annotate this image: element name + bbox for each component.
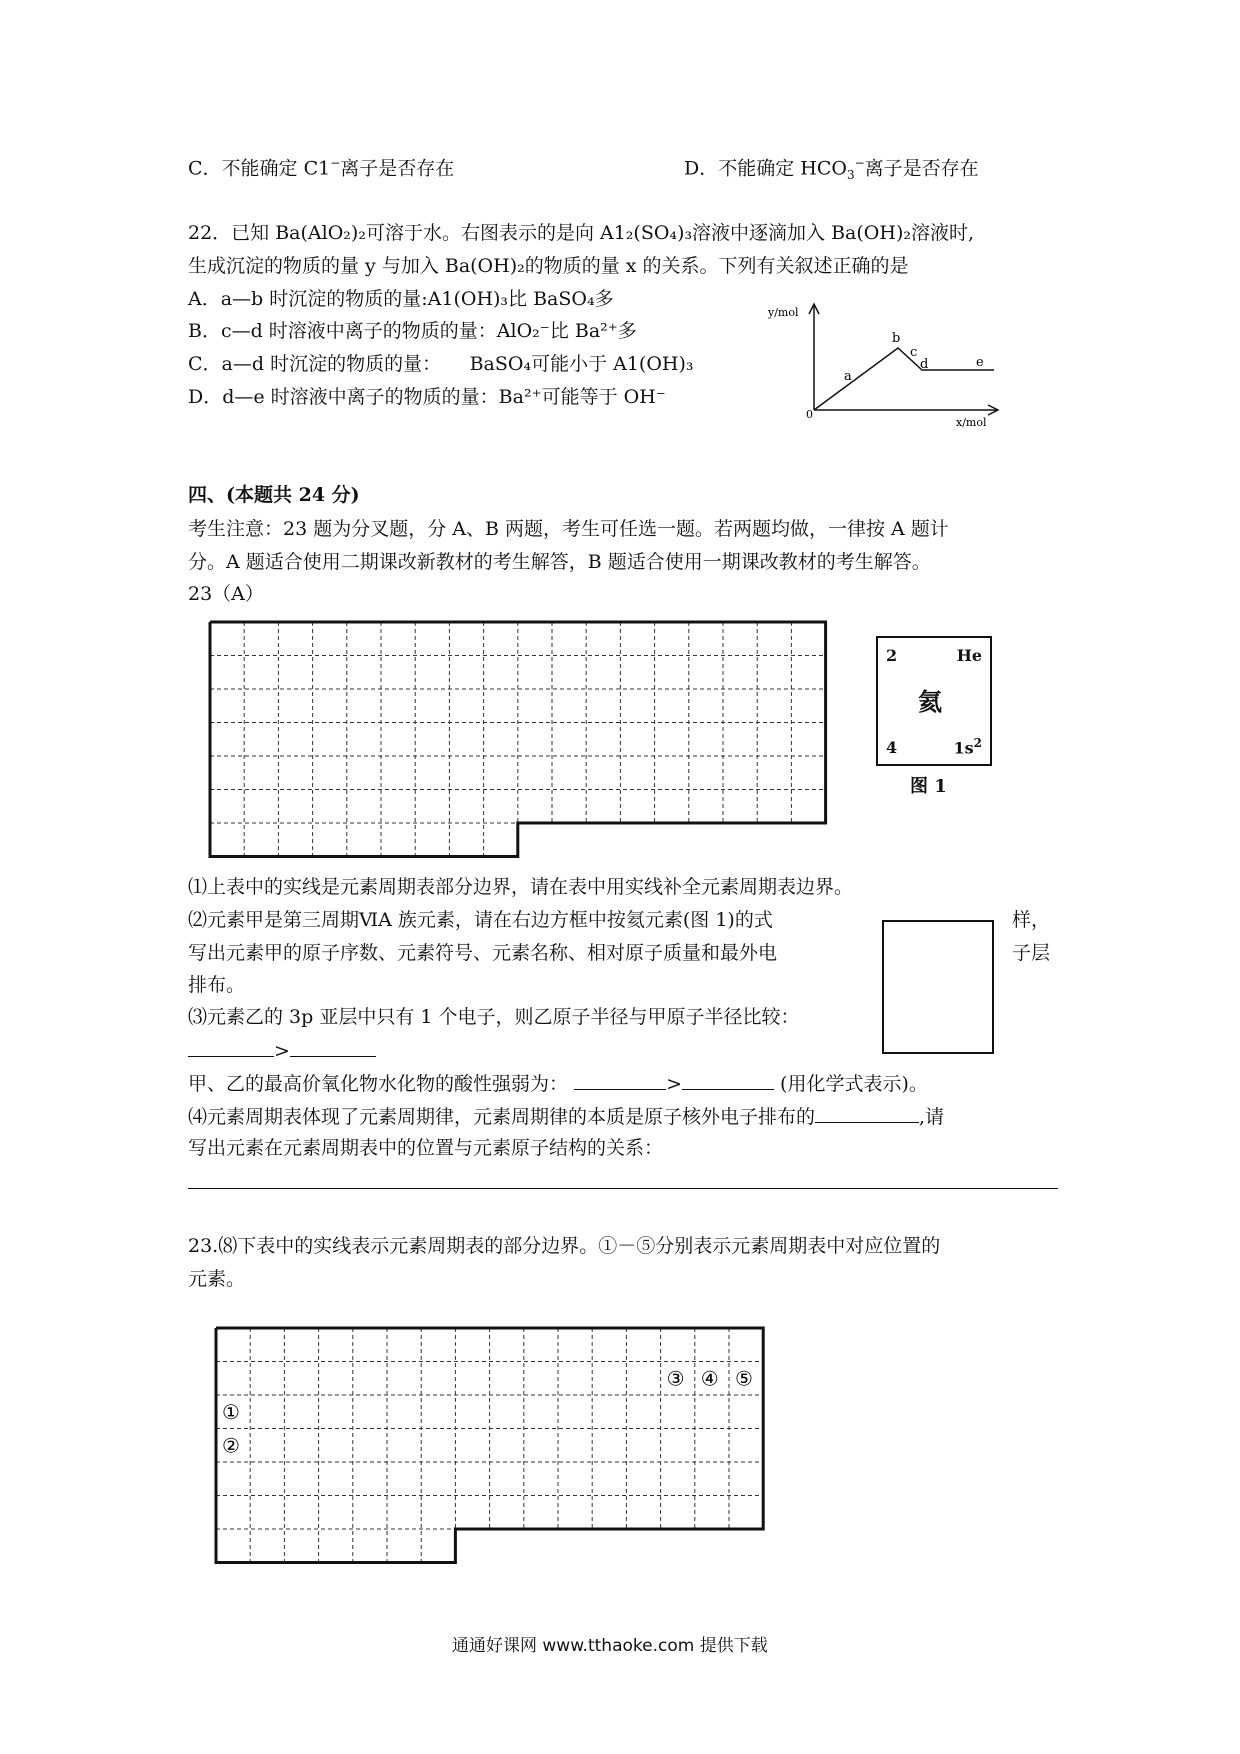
section4-title: 四、(本题共 24 分) (188, 484, 360, 506)
answer-blank[interactable] (290, 1038, 376, 1057)
q22-option-b: B．c—d 时溶液中离子的物质的量：AlO₂⁻比 Ba²⁺多 (188, 320, 637, 342)
element-answer-box[interactable] (882, 920, 994, 1054)
graph-point-c: c (910, 345, 918, 360)
q23a-part2-line1: ⑵元素甲是第三周期ⅥA 族元素，请在右边方框中按氦元素(图 1)的式 (188, 909, 773, 931)
q23a-label: 23（A） (188, 583, 264, 605)
marker-2: ② (222, 1433, 240, 1458)
q23a-part3-blanks: > (188, 1038, 376, 1063)
helium-symbol: He (956, 646, 982, 665)
helium-name: 氦 (918, 687, 942, 716)
figure1-caption: 图 1 (910, 776, 947, 797)
q23a-part1: ⑴上表中的实线是元素周期表部分边界，请在表中用实线补全元素周期表边界。 (188, 876, 854, 898)
q23b-periodic-grid (212, 1322, 852, 1582)
q22-stem-line1: 22．已知 Ba(AlO₂)₂可溶于水。右图表示的是向 A1₂(SO₄)₃溶液中逐滴加入 Ba(OH)₂溶液时, (188, 222, 975, 244)
q23a-part2-line1-end: 样， (1012, 909, 1051, 931)
helium-element-card (876, 636, 992, 766)
answer-blank[interactable] (188, 1038, 274, 1057)
q22-option-a: A．a—b 时沉淀的物质的量:A1(OH)₃比 BaSO₄多 (188, 288, 614, 310)
section4-note-line1: 考生注意：23 题为分叉题，分 A、B 两题，考生可任选一题。若两题均做，一律按 A 题计 (188, 518, 949, 540)
q23b-line1: 23.⑻下表中的实线表示元素周期表的部分边界。①－⑤分别表示元素周期表中对应位置的 (188, 1235, 941, 1257)
marker-4: ④ (700, 1366, 719, 1391)
q22-option-c: C．a—d 时沉淀的物质的量： BaSO₄可能小于 A1(OH)₃ (188, 353, 694, 375)
graph-x-axis-label: x/mol (956, 416, 987, 429)
q23a-periodic-grid (200, 614, 840, 864)
answer-blank[interactable] (682, 1071, 774, 1090)
q22-option-d: D．d—e 时溶液中离子的物质的量：Ba²⁺可能等于 OH⁻ (188, 386, 666, 408)
answer-line[interactable] (188, 1188, 1058, 1189)
q23a-part4-line2: 写出元素在元素周期表中的位置与元素原子结构的关系： (188, 1137, 664, 1159)
marker-1: ① (222, 1400, 240, 1424)
q23a-part4-line1: ⑷元素周期表体现了元素周期律，元素周期律的本质是原子核外电子排布的 ,请 (188, 1106, 945, 1128)
q22-graph (768, 298, 987, 429)
q23a-part2-line2: 写出元素甲的原子序数、元素符号、元素名称、相对原子质量和最外电 (188, 942, 778, 964)
page-footer: 通通好课网 www.tthaoke.com 提供下载 (452, 1636, 768, 1656)
q23a-part2-line2-end: 子层 (1012, 942, 1051, 964)
section4-note-line2: 分。A 题适合使用二期课改新教材的考生解答，B 题适合使用一期课改教材的考生解答。 (188, 551, 931, 573)
graph-point-a: a (844, 369, 852, 384)
q23a-part2-line3: 排布。 (188, 974, 246, 996)
helium-atomic-number: 2 (886, 646, 898, 665)
q22-stem-line2: 生成沉淀的物质的量 y 与加入 Ba(OH)₂的物质的量 x 的关系。下列有关叙述正确的是 (188, 255, 909, 277)
marker-5: ⑤ (735, 1366, 753, 1391)
q21-option-d: D．不能确定 $HCO_3^-$离子是否存在 (684, 156, 979, 183)
answer-blank[interactable] (574, 1071, 666, 1090)
q23a-part3-line1: ⑶元素乙的 3p 亚层中只有 1 个电子，则乙原子半径与甲原子半径比较： (188, 1006, 800, 1028)
graph-point-d: d (920, 357, 929, 372)
helium-electron-config: $1s^2$ (953, 736, 982, 758)
q23a-part3-line3: 甲、乙的最高价氧化物水化物的酸性强弱为： > (用化学式表示)。 (188, 1073, 928, 1095)
helium-mass: 4 (886, 738, 898, 757)
graph-point-b: b (892, 331, 901, 346)
marker-3: ③ (666, 1366, 685, 1391)
q21-option-c: C．不能确定 C1−离子是否存在 (188, 156, 455, 180)
graph-point-e: e (976, 355, 984, 370)
q23b-line2: 元素。 (188, 1268, 246, 1290)
graph-y-axis-label: y/mol (768, 306, 799, 319)
graph-origin-label: 0 (806, 408, 813, 421)
answer-blank[interactable] (815, 1104, 919, 1123)
